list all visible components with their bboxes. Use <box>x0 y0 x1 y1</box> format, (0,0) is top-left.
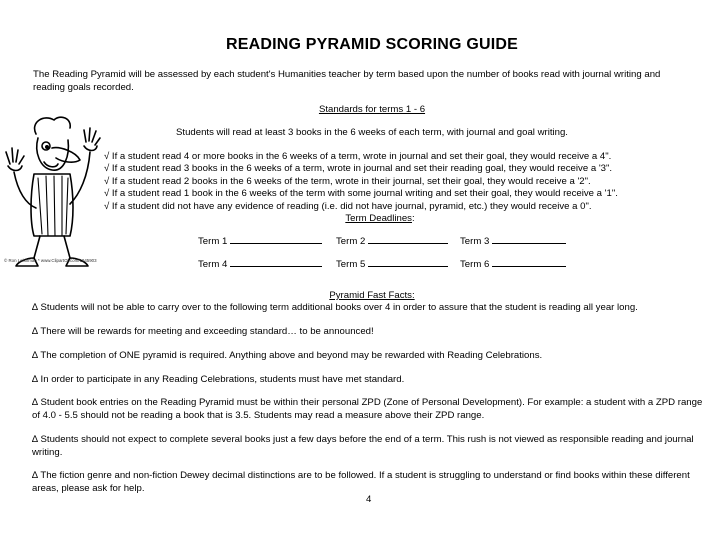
criteria-item: √ If a student did not have any evidence of reading (i.e. did not have journal, pyramid, etc.) they would receive a 0". <box>104 200 592 212</box>
term-3-blank[interactable] <box>492 235 566 244</box>
term-deadlines-heading-text: Term Deadlines <box>345 213 412 224</box>
term-4-deadline <box>198 258 322 270</box>
page-number: 4 <box>366 494 372 505</box>
intro-paragraph: The Reading Pyramid will be assessed by each student's Humanities teacher by term based upon the number of books read with journal writing and reading goals recorded. <box>33 69 661 93</box>
criteria-item: √ If a student read 2 books in the 6 weeks of the term, wrote in their journal, set their goal, they would receive a '2". <box>104 175 591 187</box>
term-1-blank[interactable] <box>230 235 322 244</box>
fact-item: ∆ Students should not expect to complete several books just a few days before the end of a term. This rush is not viewed as responsible reading and journal writing. <box>32 434 694 458</box>
term-1-deadline <box>198 235 322 247</box>
term-2-blank[interactable] <box>368 235 448 244</box>
term-label: Term 3 <box>460 236 490 247</box>
term-deadlines-colon: : <box>411 213 415 224</box>
fact-item: ∆ The fiction genre and non-fiction Dewey decimal distinctions are to be followed. If a student is struggling to understand or find books within these different areas, please ask for help. <box>32 470 690 494</box>
criteria-item: √ If a student read 4 or more books in the 6 weeks of a term, wrote in journal and set their goal, they would receive a 4". <box>104 151 612 162</box>
term-label: Term 4 <box>198 259 228 270</box>
standards-heading: Standards for terms 1 - 6 <box>318 104 426 115</box>
term-2-deadline <box>336 235 448 247</box>
fact-item: ∆ Student book entries on the Reading Pyramid must be within their personal ZPD (Zone of Personal Development). For example: a student with a ZPD range of 4.0 - 5.5 should not be reading a book that is 3.5. Students may read a measure above their ZPD range. <box>32 397 703 421</box>
criteria-item: √ If a student read 3 books in the 6 weeks of a term, wrote in journal and set their reading goal, they would receive a '3". <box>104 163 613 175</box>
term-label: Term 1 <box>198 236 228 247</box>
term-label: Term 2 <box>336 236 366 247</box>
fact-item: ∆ There will be rewards for meeting and exceeding standard… to be announced! <box>32 326 374 337</box>
term-3-deadline <box>460 235 566 247</box>
term-6-deadline <box>460 258 566 270</box>
page-title: READING PYRAMID SCORING GUIDE <box>225 36 519 53</box>
term-4-blank[interactable] <box>230 258 322 267</box>
term-label: Term 6 <box>460 259 490 270</box>
term-deadlines-heading <box>0 213 720 224</box>
clipart-credit: © Ron Leishman * www.ClipartOf.com/1045903 <box>4 258 97 263</box>
term-label: Term 5 <box>336 259 366 270</box>
criteria-item: √ If a student read 1 book in the 6 weeks of the term with some journal writing and set their goal, they would receive a '1". <box>104 188 618 200</box>
standards-subtitle: Students will read at least 3 books in the 6 weeks of each term, with journal and goal writing. <box>176 127 568 138</box>
cartoon-reader-illustration <box>0 112 104 270</box>
term-6-blank[interactable] <box>492 258 566 267</box>
fact-item: ∆ In order to participate in any Reading Celebrations, students must have met standard. <box>32 374 405 385</box>
fact-item: ∆ Students will not be able to carry over to the following term additional books over 4 in order to assure that the student is reading all year long. <box>32 302 638 313</box>
term-5-blank[interactable] <box>368 258 448 267</box>
term-5-deadline <box>336 258 448 270</box>
fast-facts-heading: Pyramid Fast Facts: <box>329 290 415 301</box>
fact-item: ∆ The completion of ONE pyramid is required. Anything above and beyond may be rewarded with Reading Celebrations. <box>32 350 543 361</box>
criteria-list <box>104 151 618 213</box>
